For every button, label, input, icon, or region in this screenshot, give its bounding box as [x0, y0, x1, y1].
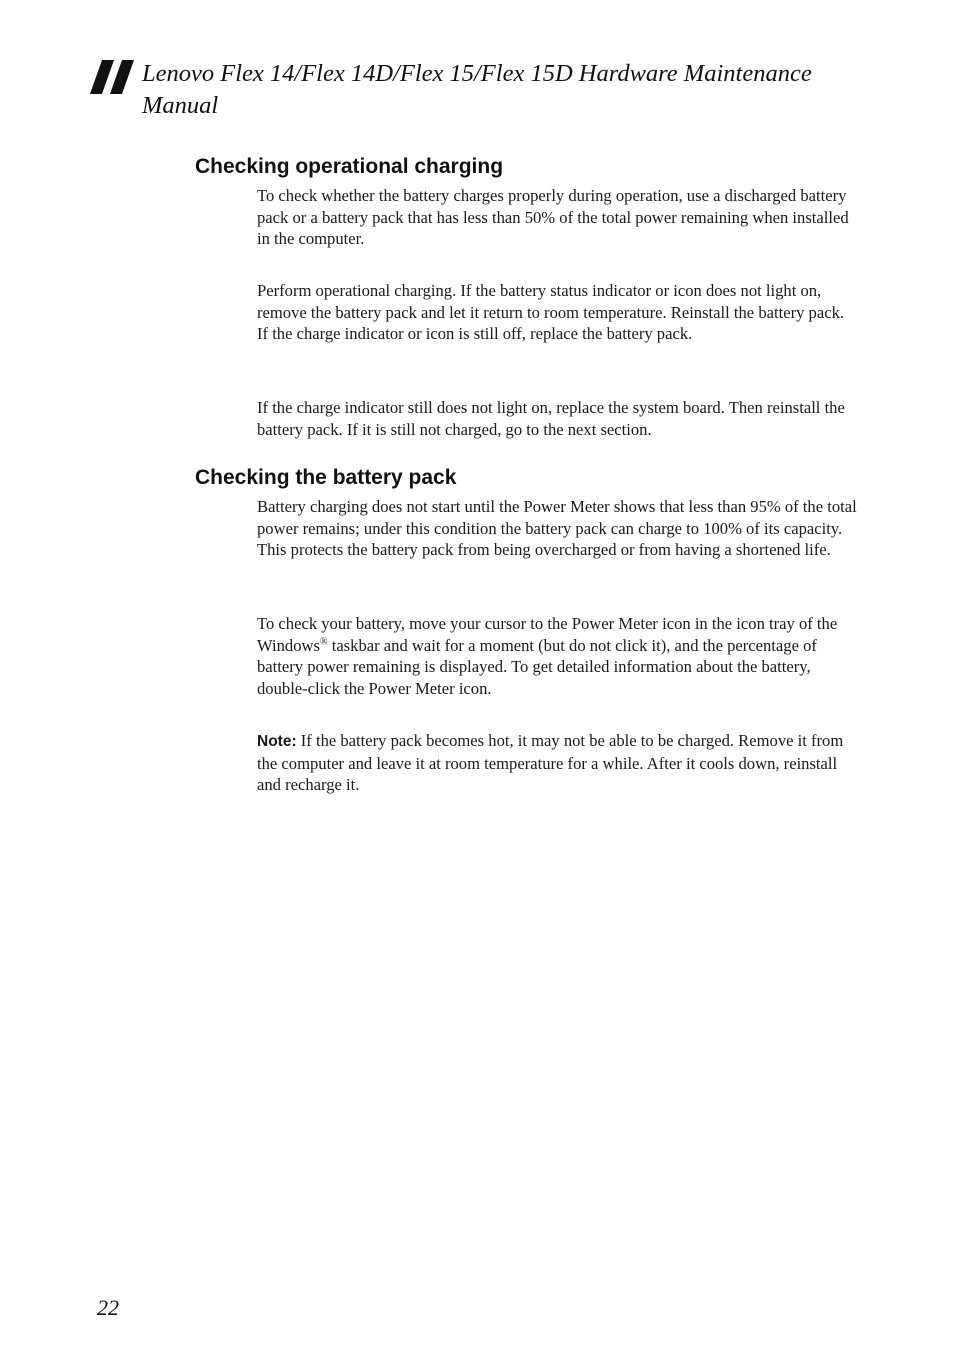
- paragraph-system-board: If the charge indicator still does not light on, replace the system board. Then reinstall the battery pack. If it is still not charged, go to the next section.: [257, 398, 845, 439]
- note-paragraph: [257, 730, 857, 796]
- power-meter-text-before: To check your battery, move your cursor to the Power Meter icon in the icon tray of the Windows: [257, 614, 838, 655]
- section-heading-battery-pack: Checking the battery pack: [195, 466, 457, 489]
- registered-mark: ®: [319, 636, 328, 648]
- power-meter-text-after: taskbar and wait for a moment (but do not click it), and the percentage of battery power remaining is displayed. To get detailed information about the battery, double-click the Power Meter icon.: [257, 635, 817, 699]
- note-text: If the battery pack becomes hot, it may not be able to be charged. Remove it from the computer and leave it at room temperature for a while. After it cools down, reinstall and recharge it.: [257, 731, 844, 795]
- page-number: 22: [97, 1295, 119, 1320]
- paragraph-power-meter: [257, 613, 857, 700]
- paragraph-charging-start: Battery charging does not start until the Power Meter shows that less than 95% of the total power remains; under this condition the battery pack can charge to 100% of its capacity. This protects the battery pack from being overcharged or from having a shortened life.: [257, 497, 857, 560]
- note-label: Note:: [257, 733, 297, 750]
- paragraph-perform-charging: Perform operational charging. If the battery status indicator or icon does not light on, remove the battery pack and let it return to room temperature. Reinstall the battery pack. If the charge indicator or icon is still off, replace the battery pack.: [257, 281, 845, 344]
- paragraph-check-charging: To check whether the battery charges properly during operation, use a discharged battery pack or a battery pack that has less than 50% of the total power remaining when installed in the computer.: [257, 186, 849, 249]
- header-slash-mark-icon: [90, 60, 134, 94]
- manual-title: Lenovo Flex 14/Flex 14D/Flex 15/Flex 15D Hardware Maintenance Manual: [142, 60, 812, 119]
- section-heading-operational-charging: Checking operational charging: [195, 155, 504, 178]
